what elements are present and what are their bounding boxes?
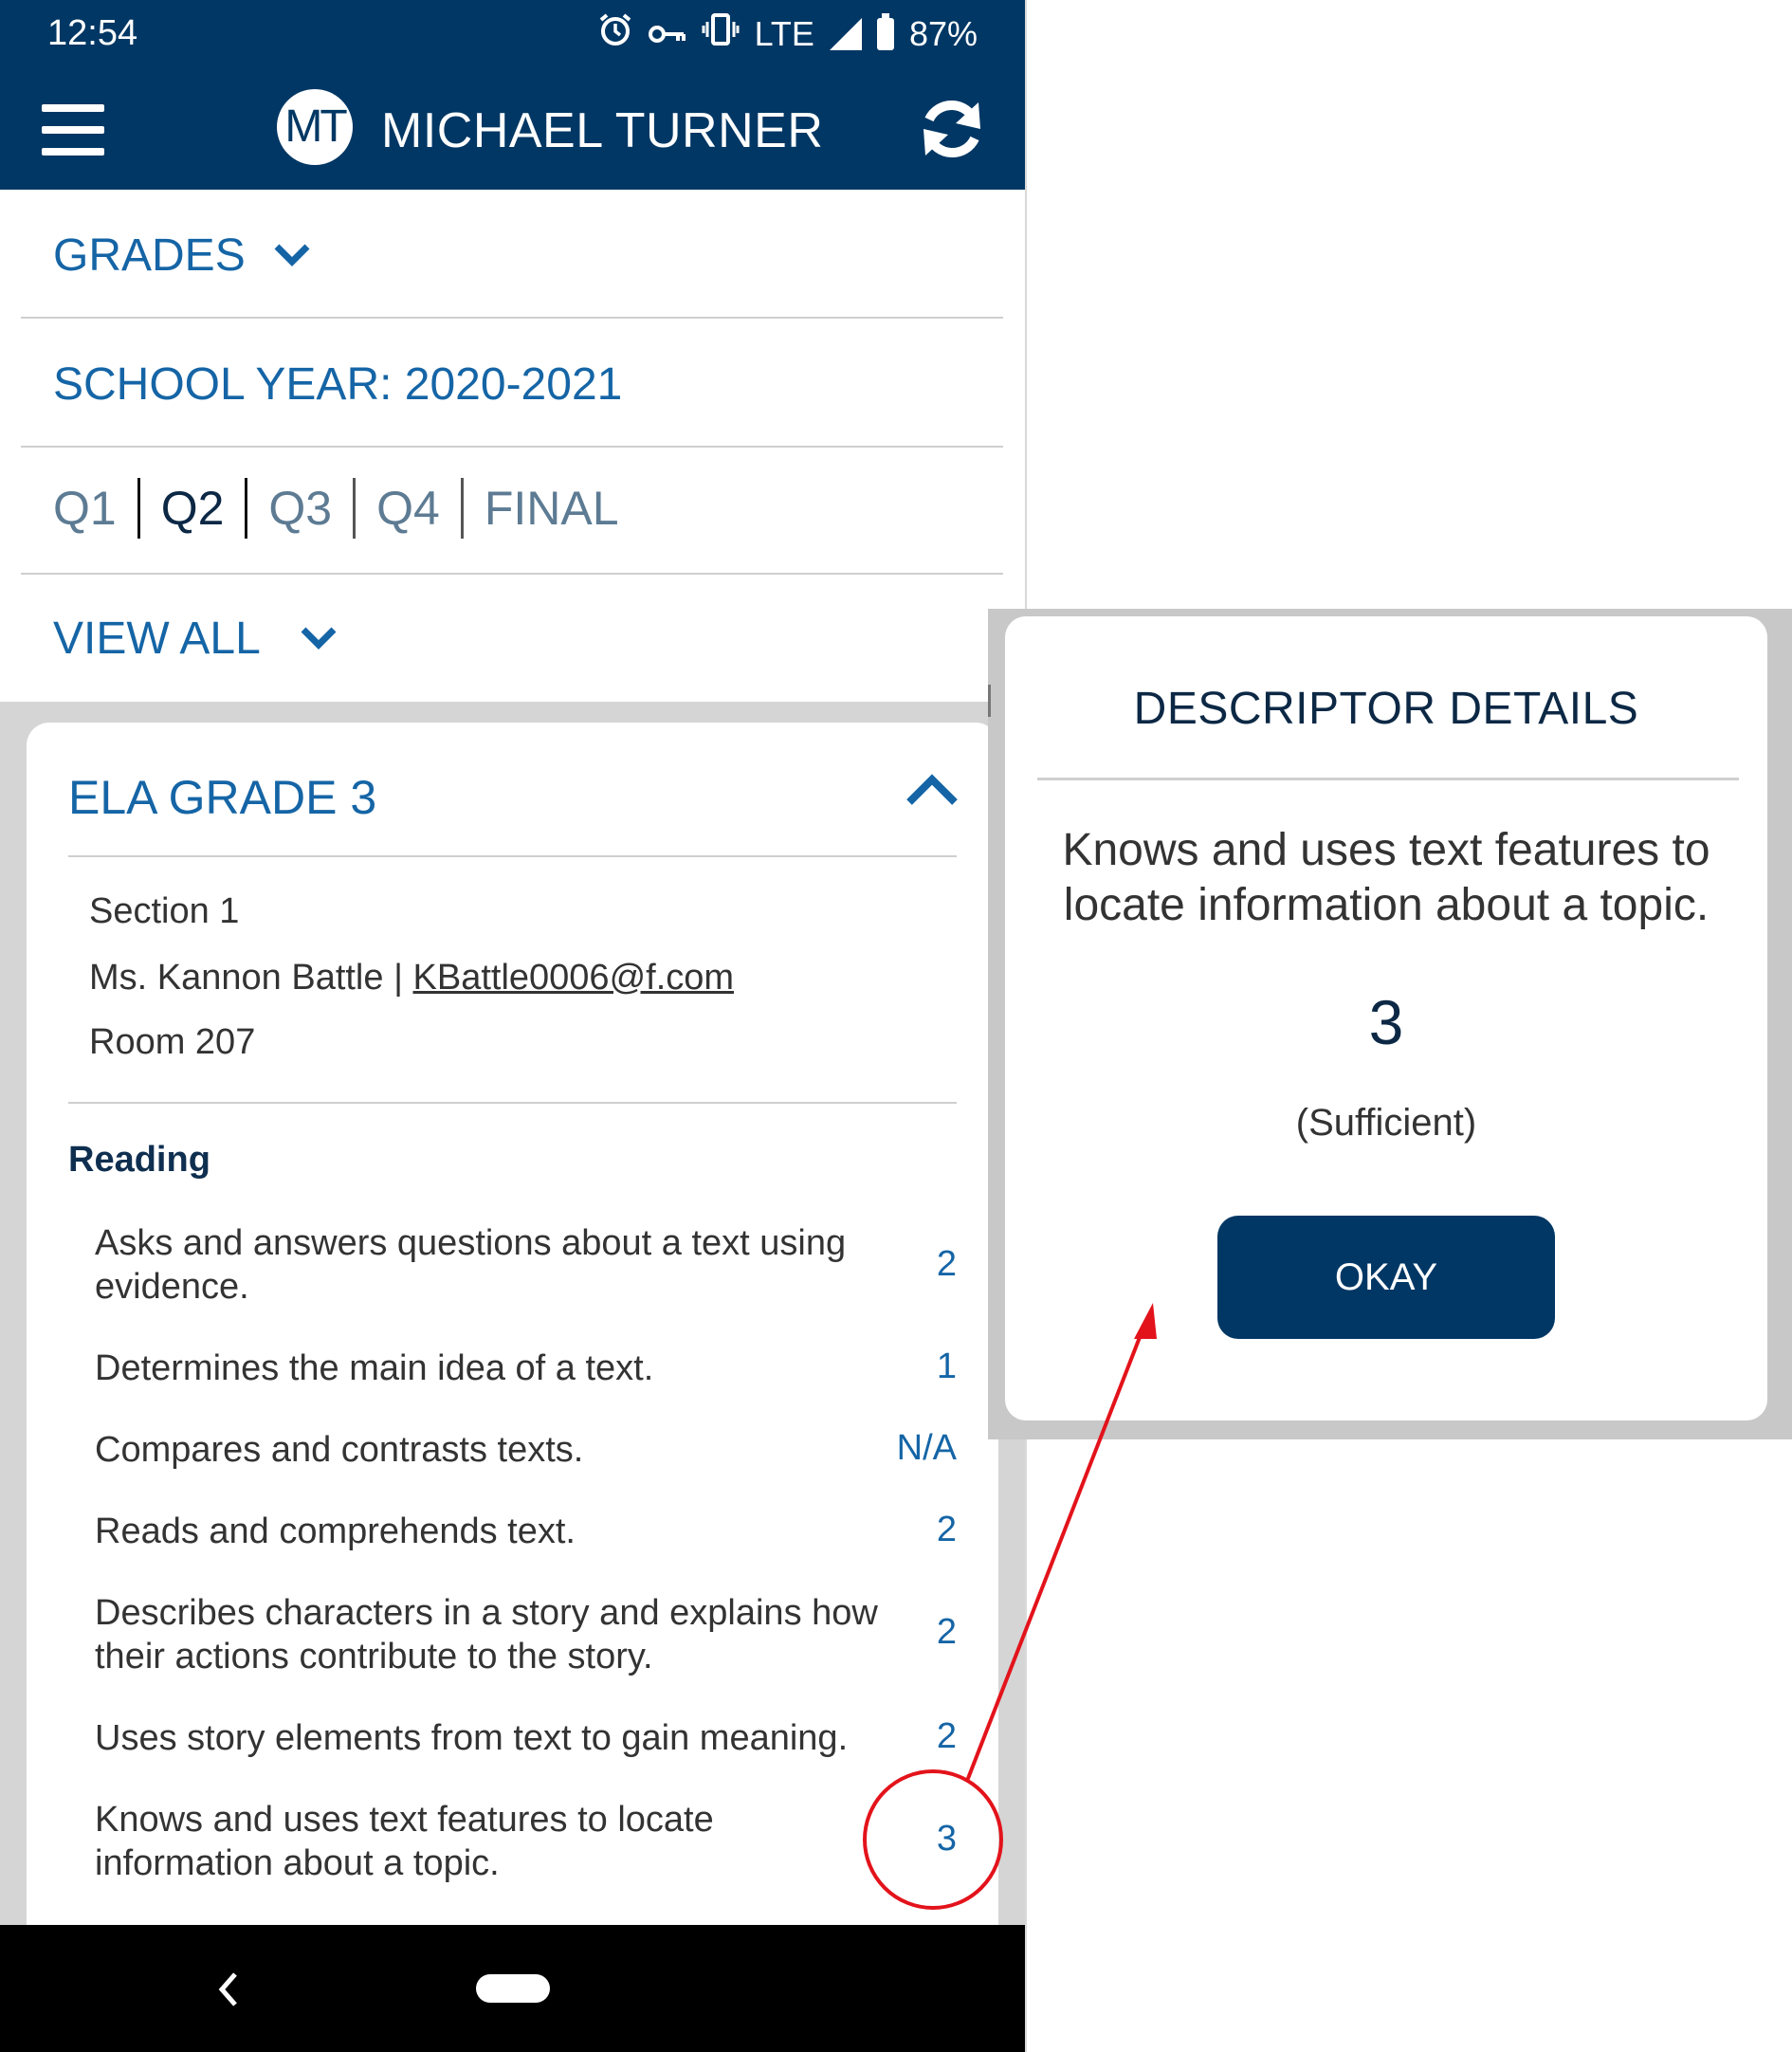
category-heading: Reading <box>68 1140 210 1180</box>
battery-percent: 87% <box>908 13 978 53</box>
card-divider <box>68 1102 957 1104</box>
vibrate-icon <box>702 13 740 54</box>
menu-icon[interactable] <box>42 104 104 156</box>
status-bar <box>0 0 1025 68</box>
vpn-key-icon <box>649 14 686 54</box>
user-name[interactable]: MICHAEL TURNER <box>381 103 824 158</box>
teacher-info <box>89 958 734 999</box>
teacher-email-link[interactable]: KBattle0006@f.com <box>412 958 735 998</box>
okay-button[interactable]: OKAY <box>1217 1216 1555 1339</box>
dialog-score: 3 <box>1368 987 1404 1057</box>
descriptor-text: Uses story elements from text to gain meaning. <box>95 1718 849 1758</box>
card-divider <box>68 855 957 857</box>
signal-icon <box>830 18 862 50</box>
quarter-tabs <box>21 446 1003 575</box>
grades-dropdown[interactable] <box>21 190 1003 319</box>
app-bar <box>0 68 1025 190</box>
descriptor-details-dialog <box>1005 616 1767 1420</box>
descriptor-score[interactable]: 2 <box>936 1510 957 1549</box>
tab-divider <box>353 478 356 539</box>
tab-q2[interactable]: Q2 <box>160 482 225 535</box>
chevron-down-icon <box>271 233 313 275</box>
dialog-divider <box>1037 778 1739 780</box>
tab-q3[interactable]: Q3 <box>268 482 333 535</box>
chevron-down-icon <box>298 616 339 658</box>
descriptor-score[interactable]: 2 <box>936 1244 957 1284</box>
teacher-name: Ms. Kannon Battle | <box>89 958 403 998</box>
descriptor-score-selected[interactable]: 3 <box>936 1819 957 1859</box>
descriptor-score[interactable]: 2 <box>936 1716 957 1756</box>
system-nav-bar <box>0 1925 1025 2052</box>
view-all-label: VIEW ALL <box>53 614 261 664</box>
tab-divider <box>461 478 464 539</box>
descriptor-text: Asks and answers questions about a text using evidence. <box>95 1223 847 1307</box>
tab-q4[interactable]: Q4 <box>376 482 440 535</box>
school-year-selector[interactable] <box>21 319 1003 448</box>
descriptor-score[interactable]: N/A <box>896 1428 957 1468</box>
avatar[interactable]: MT <box>277 89 353 165</box>
descriptor-text: Compares and contrasts texts. <box>95 1430 584 1470</box>
network-type: LTE <box>754 13 814 53</box>
status-icons <box>597 11 978 56</box>
tab-divider <box>245 478 247 539</box>
course-card <box>27 723 998 1955</box>
dialog-description: Knows and uses text features to locate information about a topic. <box>1062 825 1710 930</box>
tab-divider <box>137 478 140 539</box>
section-label: Section 1 <box>89 891 240 931</box>
grades-label: GRADES <box>53 230 246 281</box>
refresh-icon[interactable] <box>916 93 988 165</box>
home-button[interactable] <box>476 1974 550 2003</box>
school-year-label: SCHOOL YEAR: 2020-2021 <box>53 359 623 410</box>
tab-q1[interactable]: Q1 <box>53 482 117 535</box>
back-icon[interactable] <box>216 1970 239 2008</box>
descriptor-score[interactable]: 2 <box>936 1612 957 1652</box>
descriptor-text: Reads and comprehends text. <box>95 1512 576 1551</box>
room-label: Room 207 <box>89 1022 256 1062</box>
descriptor-score[interactable]: 1 <box>936 1347 957 1386</box>
chevron-up-icon[interactable] <box>904 772 960 810</box>
descriptor-text: Knows and uses text features to locate information about a topic. <box>95 1800 714 1883</box>
dialog-level: (Sufficient) <box>1295 1102 1477 1144</box>
view-all-dropdown[interactable] <box>21 573 1003 700</box>
descriptor-text: Describes characters in a story and explains how their actions contribute to the story. <box>95 1593 878 1676</box>
descriptor-text: Determines the main idea of a text. <box>95 1348 654 1388</box>
course-title: ELA GRADE 3 <box>68 771 377 824</box>
status-time: 12:54 <box>47 13 138 53</box>
battery-icon <box>877 18 894 50</box>
dialog-title: DESCRIPTOR DETAILS <box>1133 684 1639 734</box>
alarm-icon <box>597 11 633 56</box>
tab-final[interactable]: FINAL <box>484 482 619 535</box>
